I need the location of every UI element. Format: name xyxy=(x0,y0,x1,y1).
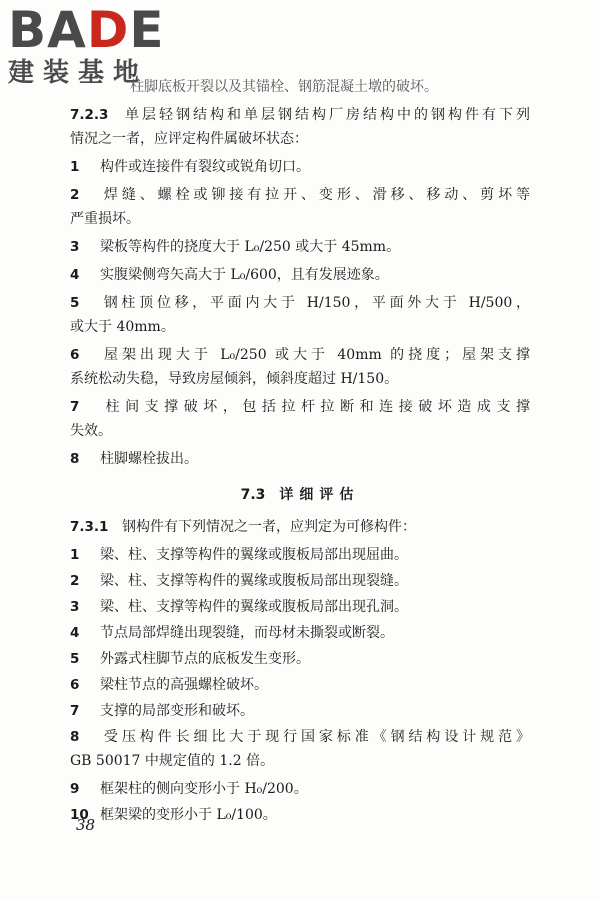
list-item: 5 钢柱顶位移，平面内大于 H/150，平面外大于 H/500， xyxy=(70,295,530,311)
section-heading: 7.3 详细评估 xyxy=(240,487,360,503)
list-item: 3 梁板等构件的挠度大于 L₀/250 或大于 45mm。 xyxy=(70,239,401,255)
text-line: 失效。 xyxy=(70,423,112,439)
logo-text-accent: D xyxy=(86,1,130,59)
clause-7-2-3: 7.2.3 单层轻钢结构和单层钢结构厂房结构中的钢构件有下列 xyxy=(70,107,530,123)
text-line: GB 50017 中规定值的 1.2 倍。 xyxy=(70,753,275,769)
logo-subtitle: 建装基地 xyxy=(8,58,149,88)
list-item: 1 构件或连接件有裂纹或锐角切口。 xyxy=(70,159,310,175)
list-item: 3 梁、柱、支撑等构件的翼缘或腹板局部出现孔洞。 xyxy=(70,599,408,615)
list-item: 5 外露式柱脚节点的底板发生变形。 xyxy=(70,651,310,667)
list-item: 7 支撑的局部变形和破坏。 xyxy=(70,703,254,719)
list-item: 8 柱脚螺栓拔出。 xyxy=(70,451,198,467)
text-line: 情况之一者，应评定构件属破坏状态： xyxy=(70,131,308,147)
logo-wordmark xyxy=(8,1,178,59)
list-item: 4 节点局部焊缝出现裂缝，而母材未撕裂或断裂。 xyxy=(70,625,394,641)
text-line: 系统松动失稳，导致房屋倾斜，倾斜度超过 H/150。 xyxy=(70,371,399,387)
text-line: 柱脚底板开裂以及其锚栓、钢筋混凝土墩的破坏。 xyxy=(130,79,438,95)
list-item: 4 实腹梁侧弯矢高大于 L₀/600，且有发展迹象。 xyxy=(70,267,389,283)
text-line: 或大于 40mm。 xyxy=(70,319,175,335)
list-item: 6 梁柱节点的高强螺栓破坏。 xyxy=(70,677,268,693)
logo-text-a: BA xyxy=(8,1,87,59)
text-line: 严重损坏。 xyxy=(70,211,140,227)
list-item: 7 柱间支撑破坏，包括拉杆拉断和连接破坏造成支撑 xyxy=(70,399,530,415)
list-item: 2 梁、柱、支撑等构件的翼缘或腹板局部出现裂缝。 xyxy=(70,573,408,589)
clause-7-3-1: 7.3.1 钢构件有下列情况之一者，应判定为可修构件： xyxy=(70,519,416,535)
list-item: 1 梁、柱、支撑等构件的翼缘或腹板局部出现屈曲。 xyxy=(70,547,408,563)
list-item: 9 框架柱的侧向变形小于 H₀/200。 xyxy=(70,781,308,797)
logo-text-c: E xyxy=(129,1,165,59)
list-item: 2 焊缝、螺栓或铆接有拉开、变形、滑移、移动、剪坏等 xyxy=(70,187,530,203)
list-item: 8 受压构件长细比大于现行国家标准《钢结构设计规范》 xyxy=(70,729,530,745)
page-number: 38 xyxy=(76,816,96,834)
list-item: 6 屋架出现大于 L₀/250 或大于 40mm 的挠度；屋架支撑 xyxy=(70,347,530,363)
list-item: 10 框架梁的变形小于 L₀/100。 xyxy=(70,807,277,823)
